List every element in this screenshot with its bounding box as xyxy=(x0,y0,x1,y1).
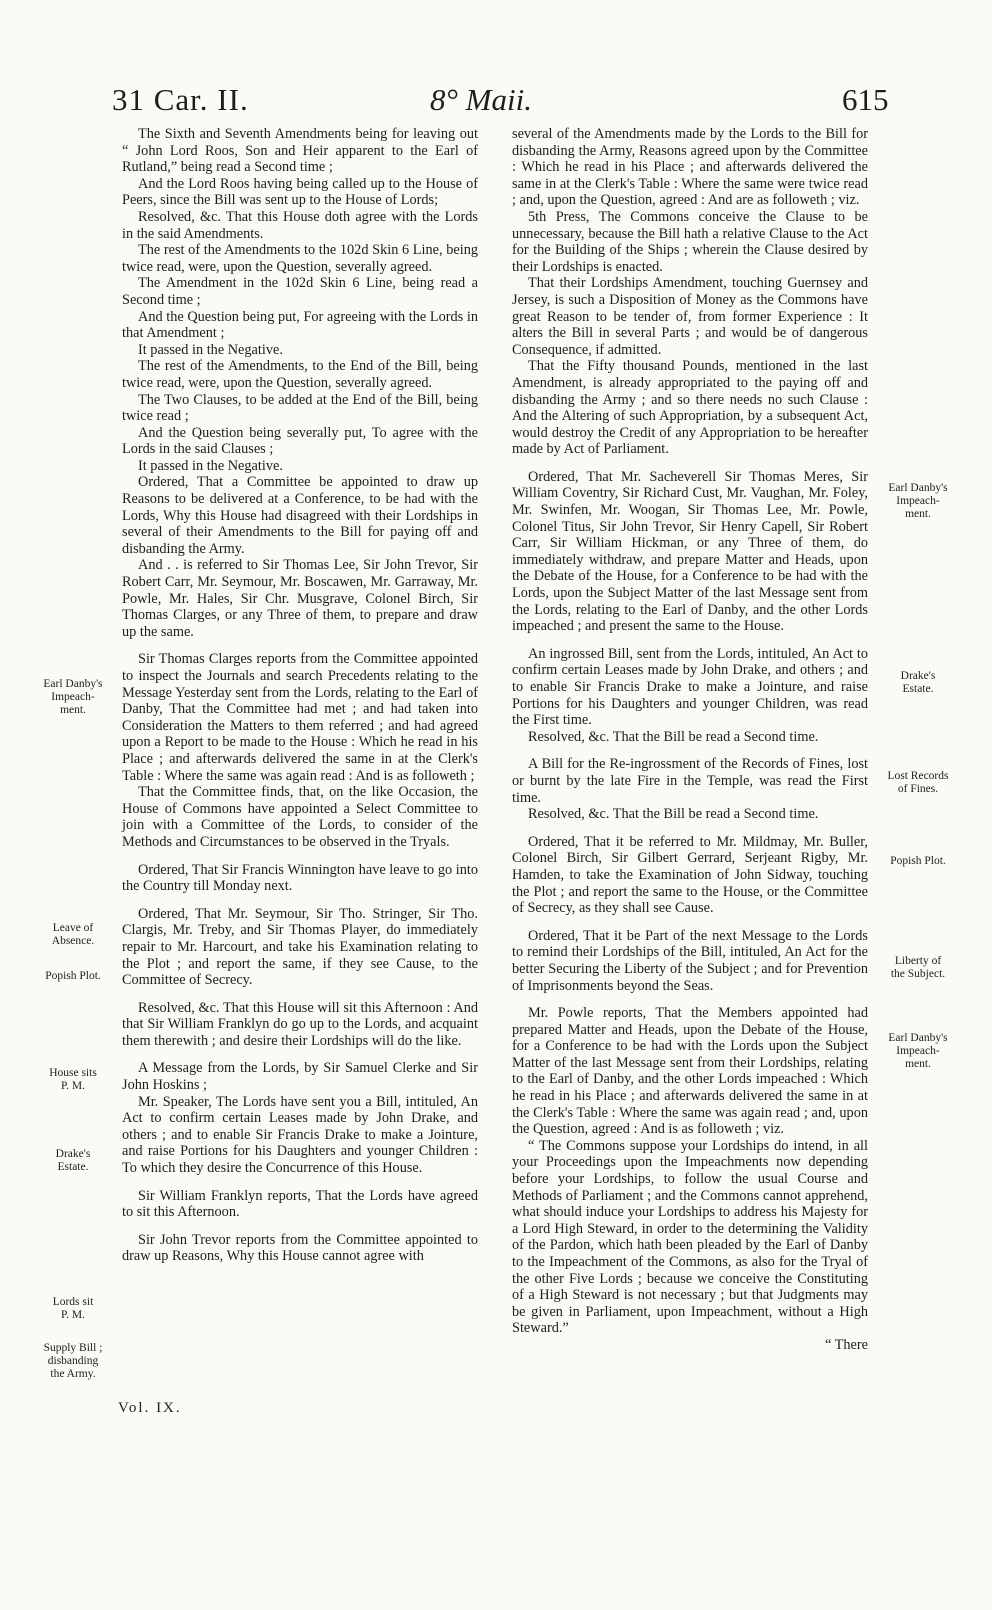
paragraph: Mr. Powle reports, That the Members appointed had prepared Matter and Heads, upon the Debate of the House, for a Conference to be had with the Lords upon the Subject Matter of the last Message sent from their Lordships, relating to the Earl of Danby, and the other Lords impeached : Which he read in his Place ; and afterwards delivered the same in at the Clerk's Table : Where the same was again read ; and, upon the Question, agreed : And is as followeth ; viz. xyxy=(512,1005,868,1138)
margin-note: Popish Plot. xyxy=(890,855,946,867)
paragraph: Sir William Franklyn reports, That the Lords have agreed to sit this Afternoon. xyxy=(122,1187,478,1221)
paragraph: The rest of the Amendments, to the End of the Bill, being twice read, were, upon the Question, severally agreed. xyxy=(122,358,478,391)
paragraph: Sir Thomas Clarges reports from the Committee appointed to inspect the Journals and search Precedents relating to the Message Yesterday sent from the Lords, relating to the Earl of Danby, That the Committee had met ; and had taken into Consideration the Matters to them referred ; and had agreed upon a Report to be made to the House : Which he read in his Place ; and afterwards delivered the same in at the Clerk's Table : Where the same was again read : And is as followeth ; xyxy=(122,651,478,784)
margin-note: House sits P. M. xyxy=(49,1067,97,1092)
paragraph: Ordered, That a Committee be appointed to draw up Reasons to be delivered at a Conference, to be had with the Lords, Why this House had disagreed with their Lordships in several of their Amendments to the Bill for paying off and disbanding the Army. xyxy=(122,474,478,557)
paragraph: An ingrossed Bill, sent from the Lords, intituled, An Act to confirm certain Leases made by John Drake, and others ; and to enable Sir Francis Drake to make a Jointure, and raise Portions for his Daughters and younger Children, was read the First time. xyxy=(512,645,868,729)
paragraph: Mr. Speaker, The Lords have sent you a Bill, intituled, An Act to confirm certain Leases made by John Drake, and others ; and to enable Sir Francis Drake to make a Jointure, and raise Portions for his Daughters and younger Children : To which they desire the Concurrence of this House. xyxy=(122,1093,478,1177)
paragraph: Resolved, &c. That this House will sit this Afternoon : And that Sir William Franklyn do go up to the Lords, and acquaint them therewith ; and desire their Lordships will do the like. xyxy=(122,999,478,1049)
margin-note: Popish Plot. xyxy=(45,970,101,982)
margin-note: Drake's Estate. xyxy=(55,1148,91,1173)
paragraph: several of the Amendments made by the Lords to the Bill for disbanding the Army, Reasons agreed upon by the Committee : Which he read in his Place ; and afterwards delivered the same in at the Clerk's Table : Where the same were twice read ; and, upon the Question, agreed : And are as followeth ; viz. xyxy=(512,126,868,209)
paragraph: “ There xyxy=(825,1336,868,1353)
volume-footer: Vol. IX. xyxy=(118,1400,182,1416)
paragraph: It passed in the Negative. xyxy=(138,341,283,358)
paragraph: And the Lord Roos having being called up to the House of Peers, since the Bill was sent up to the House of Lords; xyxy=(122,175,478,209)
paragraph: Resolved, &c. That the Bill be read a Second time. xyxy=(528,806,819,823)
margin-note: Liberty of the Subject. xyxy=(890,955,946,980)
margin-note: Lords sit P. M. xyxy=(52,1296,94,1321)
paragraph: That their Lordships Amendment, touching Guernsey and Jersey, is such a Disposition of Money as the Commons have great Reason to be tender of, from former Experience : It alters the Bill in several Parts ; and would be of dangerous Consequence, if admitted. xyxy=(512,275,868,358)
margin-note: Leave of Absence. xyxy=(51,922,95,947)
paragraph: A Message from the Lords, by Sir Samuel Clerke and Sir John Hoskins ; xyxy=(122,1060,478,1094)
running-head-regnal-year: 31 Car. II. xyxy=(112,82,249,117)
paragraph: “ The Commons suppose your Lordships do intend, in all your Proceedings upon the Impeachments now depending before your Lordships, to follow the usual Course and Methods of Parliament ; and the Commons cannot apprehend, what should induce your Lordships to address his Majesty for a Lord High Steward, in order to the determining the Validity of the Pardon, which hath been pleaded by the Earl of Danby to the Impeachment of the Commons, as also for the Tryal of the other Five Lords ; because we conceive the Constituting of a High Steward is not necessary ; but that Judgments may be given in Parliament, upon Impeachment, without a High Steward.” xyxy=(512,1137,868,1337)
paragraph: It passed in the Negative. xyxy=(138,457,283,474)
paragraph: The rest of the Amendments to the 102d Skin 6 Line, being twice read, were, upon the Question, severally agreed. xyxy=(122,242,478,275)
margin-note: Earl Danby's Impeach- ment. xyxy=(888,482,948,520)
paragraph: Resolved, &c. That the Bill be read a Second time. xyxy=(528,728,819,745)
paragraph: Ordered, That Mr. Sacheverell Sir Thomas Meres, Sir William Coventry, Sir Richard Cust, Mr. Vaughan, Mr. Foley, Mr. Swinfen, Mr. Woogan, Sir Thomas Lee, Mr. Powle, Colonel Titus, Sir John Trevor, Sir Henry Capell, Sir Robert Carr, Sir William Hickman, or any Three of them, do immediately withdraw, and prepare Matter and Heads, upon the Debate of the House, for a Conference to be had with the Lords, upon the Subject Matter of the last Message sent from the Lords, relating to the Earl of Danby, and the other Lords impeached ; and present the same to the House. xyxy=(512,468,868,635)
paragraph: The Amendment in the 102d Skin 6 Line, being read a Second time ; xyxy=(122,275,478,308)
page-number: 615 xyxy=(842,82,889,117)
paragraph: Ordered, That Mr. Seymour, Sir Tho. Stringer, Sir Tho. Clargis, Mr. Treby, and Sir Thomas Player, do immediately repair to Mr. Harcourt, and take his Examination relating to the Plot ; and report the same, if they see Cause, to the Committee of Secrecy. xyxy=(122,905,478,989)
paragraph: The Sixth and Seventh Amendments being for leaving out “ John Lord Roos, Son and Heir apparent to the Earl of Rutland,” being read a Second time ; xyxy=(122,126,478,176)
left-text-column xyxy=(122,126,478,1265)
right-text-column xyxy=(512,126,868,1354)
paragraph: Resolved, &c. That this House doth agree with the Lords in the said Amendments. xyxy=(122,208,478,242)
paragraph: A Bill for the Re-ingrossment of the Records of Fines, lost or burnt by the late Fire in the Temple, was read the First time. xyxy=(512,756,868,806)
paragraph: That the Committee finds, that, on the like Occasion, the House of Commons have appointed a Select Committee to join with a Committee of the Lords, to consider of the Methods and Circumstances to be observed in the Tryals. xyxy=(122,784,478,850)
paragraph: The Two Clauses, to be added at the End of the Bill, being twice read ; xyxy=(122,391,478,425)
margin-note: Earl Danby's Impeach- ment. xyxy=(888,1032,948,1070)
paragraph: And the Question being put, For agreeing with the Lords in that Amendment ; xyxy=(122,308,478,342)
paragraph: That the Fifty thousand Pounds, mentioned in the last Amendment, is already appropriated to the paying off and disbanding the Army ; and so there needs no such Clause : And the Altering of such Appropriation, by a subsequent Act, would destroy the Credit of any Appropriation to be hereafter made by Act of Parliament. xyxy=(512,358,868,458)
margin-note: Earl Danby's Impeach- ment. xyxy=(43,678,103,716)
paragraph: Ordered, That Sir Francis Winnington have leave to go into the Country till Monday next. xyxy=(122,861,478,895)
running-head-date: 8° Maii. xyxy=(430,82,532,117)
paragraph: 5th Press, The Commons conceive the Clause to be unnecessary, because the Bill hath a relative Clause to the Act for the Building of the Ships ; wherein the Clause desired by their Lordships is enacted. xyxy=(512,208,868,275)
paragraph: And . . is referred to Sir Thomas Lee, Sir John Trevor, Sir Robert Carr, Mr. Seymour, Mr. Boscawen, Mr. Garraway, Mr. Powle, Mr. Hales, Sir Chr. Musgrave, Colonel Birch, Sir Thomas Clarges, or any Three of them, to prepare and draw up the same. xyxy=(122,557,478,640)
paragraph: Ordered, That it be Part of the next Message to the Lords to remind their Lordships of the Bill, intituled, An Act for the better Securing the Liberty of the Subject ; and for Prevention of Imprisonments beyond the Seas. xyxy=(512,927,868,994)
paragraph: And the Question being severally put, To agree with the Lords in the said Clauses ; xyxy=(122,424,478,458)
margin-note: Drake's Estate. xyxy=(900,670,936,695)
paragraph: Sir John Trevor reports from the Committee appointed to draw up Reasons, Why this House cannot agree with xyxy=(122,1231,478,1265)
margin-note: Lost Records of Fines. xyxy=(887,770,949,795)
paragraph: Ordered, That it be referred to Mr. Mildmay, Mr. Buller, Colonel Birch, Sir Gilbert Gerrard, Serjeant Rigby, Mr. Hamden, to take the Examination of John Sidway, touching the Plot ; and report the same to the House, or the Committee of Secrecy, as they shall see Cause. xyxy=(512,833,868,917)
margin-note: Supply Bill ; disbanding the Army. xyxy=(43,1342,103,1380)
